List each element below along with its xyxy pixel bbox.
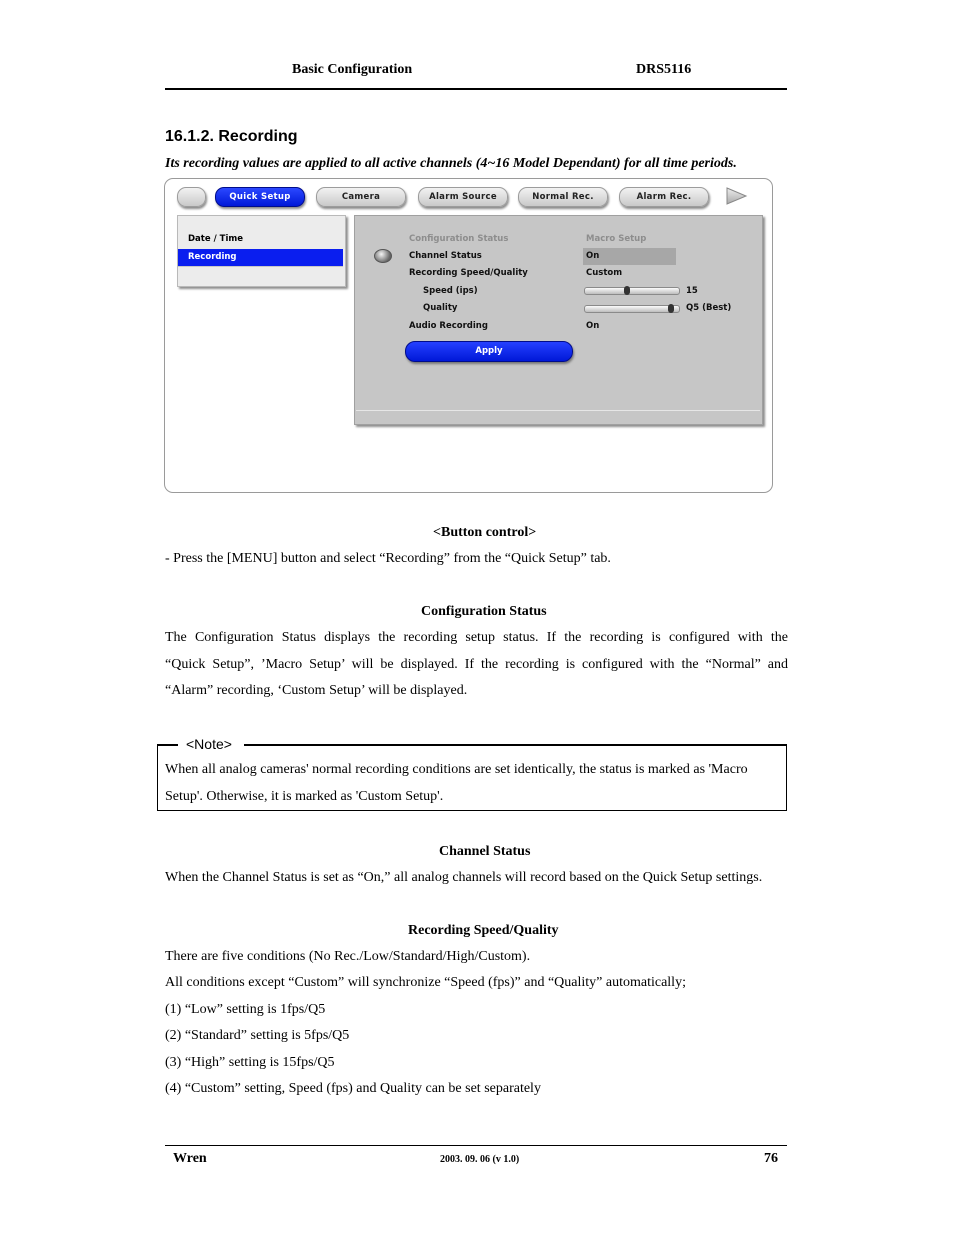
speed-quality-line-2: All conditions except “Custom” will synchronize “Speed (fps)” and “Quality” automatically; [165, 975, 686, 990]
speed-quality-heading: Recording Speed/Quality [408, 923, 559, 938]
tab-alarm-source[interactable]: Alarm Source [418, 187, 508, 207]
tab-normal-rec[interactable]: Normal Rec. [518, 187, 608, 207]
next-arrow-icon[interactable] [722, 186, 750, 206]
footer-date: 2003. 09. 06 (v 1.0) [440, 1154, 520, 1165]
speed-label: Speed (ips) [423, 286, 478, 296]
tab-quick-setup[interactable]: Quick Setup [215, 187, 305, 207]
speed-quality-line-1: There are five conditions (No Rec./Low/Standard/High/Custom). [165, 949, 531, 964]
quality-label: Quality [423, 303, 458, 313]
footer-rule [165, 1145, 787, 1146]
header-rule [165, 88, 787, 90]
button-control-heading: <Button control> [433, 525, 537, 540]
config-status-header: Configuration Status [409, 234, 509, 244]
quality-slider-knob[interactable] [668, 304, 674, 313]
channel-status-radio[interactable] [374, 249, 392, 263]
config-status-line-2: “Quick Setup”, ’Macro Setup’ will be displayed. If the recording is configured with the “Normal” and [165, 657, 788, 672]
tab-alarm-rec[interactable]: Alarm Rec. [619, 187, 709, 207]
config-status-heading: Configuration Status [421, 604, 547, 619]
channel-status-label: Channel Status [409, 251, 482, 261]
channel-status-text: When the Channel Status is set as “On,” all analog channels will record based on the Quick Setup settings. [165, 870, 763, 885]
section-title: 16.1.2. Recording [165, 128, 298, 145]
note-line-2: Setup'. Otherwise, it is marked as 'Custom Setup'. [165, 789, 444, 804]
panel-divider [356, 410, 760, 411]
speed-slider[interactable] [584, 287, 680, 295]
menu-item-date-time[interactable]: Date / Time [188, 234, 243, 244]
tab-camera[interactable]: Camera [316, 187, 406, 207]
header-left-title: Basic Configuration [292, 62, 413, 77]
apply-button[interactable]: Apply [405, 341, 573, 362]
speed-quality-label: Recording Speed/Quality [409, 268, 528, 278]
tab-prev-pill[interactable] [177, 187, 206, 207]
speed-quality-line-3: (1) “Low” setting is 1fps/Q5 [165, 1002, 326, 1017]
note-border-top-right [244, 744, 786, 746]
note-border-top-left [157, 744, 178, 746]
note-tag: <Note> [186, 736, 232, 752]
footer-page-number: 76 [764, 1151, 778, 1166]
quality-value: Q5 (Best) [686, 303, 732, 313]
header-model: DRS5116 [636, 62, 692, 77]
audio-recording-value[interactable]: On [586, 321, 600, 331]
speed-quality-line-5: (3) “High” setting is 15fps/Q5 [165, 1055, 335, 1070]
footer-company: Wren [173, 1151, 207, 1166]
macro-setup-header: Macro Setup [586, 234, 647, 244]
channel-status-value: On [586, 251, 600, 261]
note-line-1: When all analog cameras' normal recording conditions are set identically, the status is marked as 'Macro [165, 762, 748, 777]
audio-recording-label: Audio Recording [409, 321, 488, 331]
speed-value: 15 [686, 286, 698, 296]
menu-item-recording[interactable]: Recording [178, 249, 343, 266]
section-subtitle: Its recording values are applied to all active channels (4~16 Model Dependant) for all time periods. [165, 156, 737, 171]
speed-quality-value[interactable]: Custom [586, 268, 623, 278]
settings-panel [354, 215, 763, 425]
speed-slider-knob[interactable] [624, 286, 630, 295]
speed-quality-line-4: (2) “Standard” setting is 5fps/Q5 [165, 1028, 350, 1043]
config-status-line-1: The Configuration Status displays the recording setup status. If the recording is configured with the [165, 630, 788, 645]
config-status-line-3: “Alarm” recording, ‘Custom Setup’ will be displayed. [165, 683, 468, 698]
menu-divider [178, 266, 343, 267]
speed-quality-line-6: (4) “Custom” setting, Speed (fps) and Quality can be set separately [165, 1081, 541, 1096]
channel-status-heading: Channel Status [439, 844, 531, 859]
button-control-text: - Press the [MENU] button and select “Recording” from the “Quick Setup” tab. [165, 551, 611, 566]
quality-slider[interactable] [584, 305, 680, 313]
